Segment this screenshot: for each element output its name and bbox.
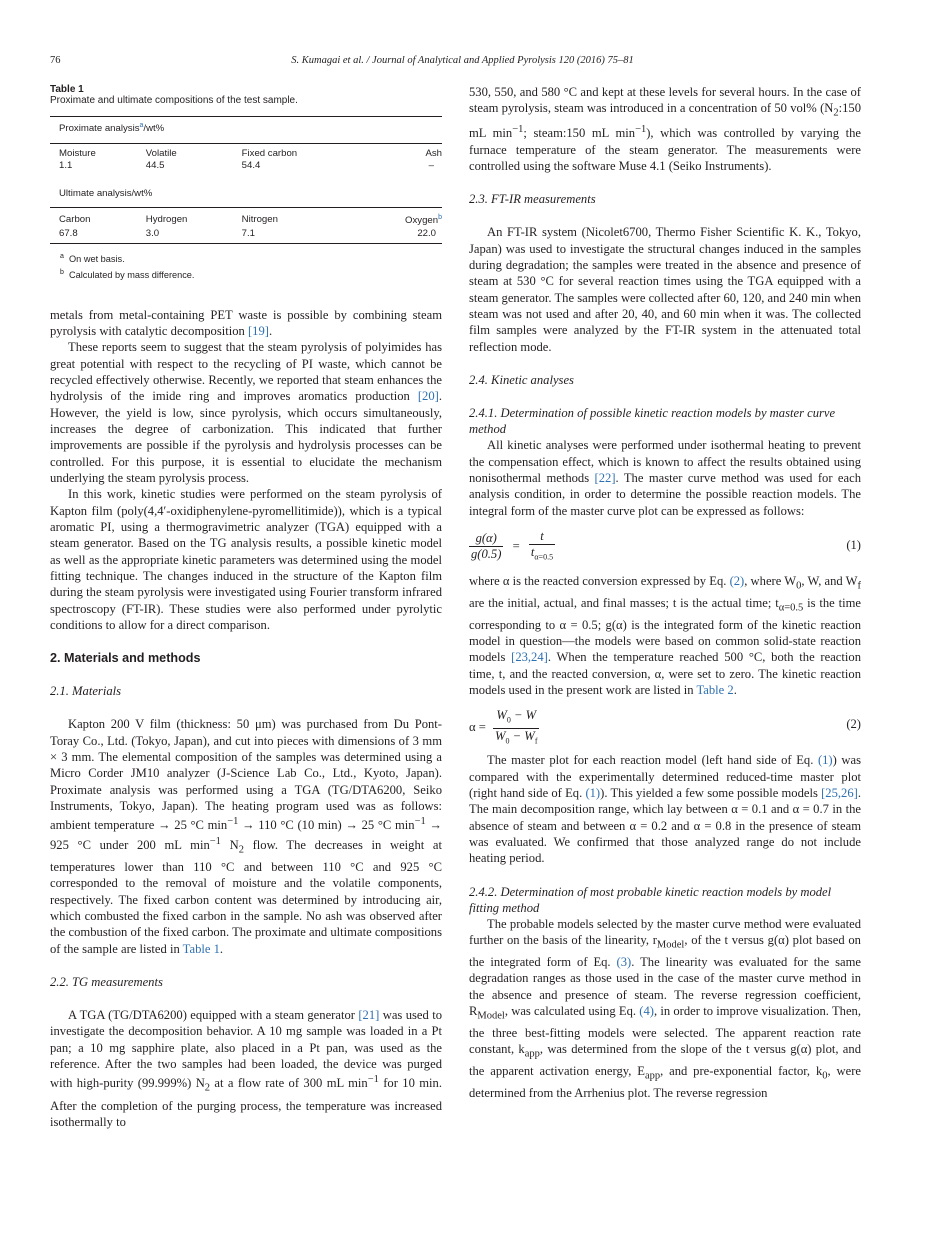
val-hydrogen: 3.0 [145,227,160,239]
paragraph: 530, 550, and 580 °C and kept at these levels for several hours. In the case of steam pyrolysis, steam was introduced in a concentration of 50 vol% ($N_2:150$ mL $\min^{-1}$; steam:150 mL $\min^{-1}$), which was controlled by varying the furnace temperature of the steam generator. The measurements were controlled using the software Muse 4.1 (Seiko Instruments). [469,85,862,174]
ultimate-title: Ultimate analysis/wt% [59,187,153,199]
left-column [50,84,442,1130]
citation-link[interactable]: [22] [594,470,616,485]
subsection-heading: 2.1. Materials [50,684,122,699]
equation-2: α = $\frac{W_0 - W}{W_0 - W_f}$ (2) [469,708,861,742]
footnote-b: $^b$ Calculated by mass difference. [60,269,195,281]
paragraph: metals from metal-containing PET waste is possible by combining steam pyrolysis with catalytic decomposition [19]. [50,307,442,338]
eq1-rhs: $\frac{t}{t_{\alpha=0.5}}$ [530,528,554,562]
paragraph: An FT-IR system (Nicolet6700, Thermo Fisher Scientific K. K., Tokyo, Japan) was used to investigate the structural changes induced in the samples during degradation; the samples were treated in the absence and presence of steam at 530 °C for several reaction times using the TGA equipped with a steam generator. The samples were collected after 60, 120, and 240 min when steam was not used and after 20, 40, and 60 min when it was. The collected film samples were analyzed by the FT-IR system in the attenuated total reflection mode. [469,225,861,354]
citation-link[interactable]: [19] [247,323,269,338]
equation-link[interactable]: (2) [729,573,745,588]
table-caption: Proximate and ultimate compositions of the test sample. [50,95,298,106]
val-fixed-carbon: 54.4 [241,160,261,172]
equation-number: (2) [846,717,861,732]
eq1-lhs: $\frac{g(\alpha)}{g(0.5)}$ [471,531,502,562]
running-header: S. Kumagai et al. / Journal of Analytical and Applied Pyrolysis 120 (2016) 75–81 [291,55,634,66]
val-ash: – [428,160,434,172]
paragraph: In this work, kinetic studies were performed on the steam pyrolysis of Kapton film (poly(4,4′-oxidiphenylene-pyromellitimide)), which is a typical aromatic PI, using a thermogravimetric analyzer (TGA) equipped with a steam generator. Based on the TG analysis results, a possible kinetic model as well as the appropriate kinetic parameters was determined using the model fitting technique. The changes induced in the structure of the Kapton film during the steam pyrolysis were investigated using Fourier transform infrared spectroscopy (FT-IR). These studies were also performed under pyrolytic conditions to allow for a direct comparison. [50,487,442,633]
th-volatile: Volatile [145,147,177,159]
equation-1: $\frac{g(\alpha)}{g(0.5)}$ = $\frac{t}{t_{\alpha=0.5}}$ (1) [469,529,861,563]
val-moisture: 1.1 [59,160,73,172]
equation-link[interactable]: (1) [585,786,601,801]
val-carbon: 67.8 [59,227,78,239]
paragraph: Kapton 200 V film (thickness: 50 μm) was purchased from Du Pont-Toray Co., Ltd. (Tokyo, Japan), and cut into pieces with dimensions of 3 mm × 3 mm. The elemental composition of the samples was determined using a Micro Corder JM10 analyzer (J-Science Lab Co., Ltd., Kyoto, Japan). Proximate analysis was performed using a TGA (TG/DTA6200, Seiko Instruments, Tokyo, Japan). The heating program used was as follows: ambient temperature → 25 °C $\min^{-1} \to 110$ °C (10 min) → 25 °C $\min^{-1} \to 925$ °C under 200 mL $\min^{-1} N_2$ flow. The decreases in weight at temperatures lower than 110 °C and between 110 °C and 925 °C corresponded to the removal of moisture and the volatile components, respectively. The fixed carbon content was determined by introducing air, which combusted the fixed carbon in the sample. No ash was observed after the combustion of the fixed carbon. The proximate and ultimate compositions of the sample are listed in Table 1. [50,717,443,956]
table-label: Table 1 [50,84,84,95]
page-number: 76 [50,55,61,66]
paragraph: where α is the reacted conversion expressed by Eq. (2), where $W_0$, W, and $W_f$ are the initial, actual, and final masses; t is the actual time; $t_{\alpha=0.5}$ is the time corresponding to α = 0.5; g(α) is the integrated form of the kinetic reaction model in question—the models were based on common solid-state reaction models [23,24]. When the temperature reached 500 °C, both the reaction time, t, and the reacted conversion, α, were set to zero. The kinetic reaction models used in the present work are listed in Table 2. [469,573,862,697]
composition-table [50,116,442,244]
footnote-a: $^a$ On wet basis. [60,253,125,265]
paragraph: The probable models selected by the master curve method were evaluated further on the basis of the linearity, $r_{Model}$, of the t versus g(α) plot based on the integrated form of Eq. (3). The linearity was evaluated for the same degradation ranges as those used in the case of the master curve method in the absence and presence of steam. The reverse regression coefficient, $R_{Model}$, was calculated using Eq. (4), in order to improve visualization. Then, the three best-fitting models were selected. The apparent reaction rate constant, $k_{app}$, was determined from the slope of the t versus g(α) plot, and the apparent activation energy, $E_{app}$, and pre-exponential factor, $k_0$, were determined from the Arrhenius plot. The reverse regression [469,916,862,1100]
subsubsection-heading: 2.4.1. Determination of possible kinetic reaction models by master curve method [469,406,836,437]
th-nitrogen: Nitrogen [241,213,278,225]
subsection-heading: 2.3. FT-IR measurements [469,192,596,207]
citation-link[interactable]: [21] [358,1008,380,1023]
section-heading: 2. Materials and methods [50,651,201,666]
proximate-title: Proximate analysis$^a$/wt% [59,122,165,135]
th-moisture: Moisture [59,147,96,159]
citation-link[interactable]: [20] [417,389,439,404]
eq2-fraction: $\frac{W_0 - W}{W_0 - W_f}$ [495,708,538,746]
equation-link[interactable]: (3) [616,954,632,969]
th-ash: Ash [425,147,442,159]
th-carbon: Carbon [59,213,91,225]
table-1 [50,84,442,283]
table-link[interactable]: Table 1 [182,941,220,956]
subsection-heading: 2.2. TG measurements [50,975,163,990]
citation-link[interactable]: [23,24] [511,650,548,665]
th-fixed-carbon: Fixed carbon [241,147,298,159]
val-oxygen: 22.0 [417,227,436,239]
equation-link[interactable]: (4) [639,1003,654,1018]
paragraph: A TGA (TG/DTA6200) equipped with a steam generator [21] was used to investigate the decomposition behavior. A 10 mg sample was loaded in a Pt pan; a 10 mg sapphire plate, also placed in a Pt pan, was used as the reference. After the two samples had been loaded, the device was purged with high-purity (99.999%) $N_2$ at a flow rate of 300 mL $\min^{-1}$ for 10 min. After the completion of the purging process, the temperature was increased isothermally to [50,1008,443,1129]
equation-link[interactable]: (1) [817,753,833,768]
paragraph: These reports seem to suggest that the steam pyrolysis of polyimides has great potential with respect to the recycling of PI waste, which cannot be recycled effectively otherwise. Recently, we reported that steam enhances the hydrolysis of the imide ring and improves aromatics production [20]. However, the yield is low, since pyrolysis, which occurs simultaneously, increases the degree of carbonization. This indicated that further improvements are possible if the pyrolysis and hydrolysis processes can be controlled. For this purpose, it is essential to elucidate the mechanism underlying the steam pyrolysis process. [50,340,442,485]
equation-number: (1) [846,537,861,552]
table-link[interactable]: Table 2 [696,682,734,697]
subsection-heading: 2.4. Kinetic analyses [469,373,574,388]
th-hydrogen: Hydrogen [145,213,188,225]
right-column [469,84,861,1101]
subsubsection-heading: 2.4.2. Determination of most probable kinetic reaction models by model fitting method [469,884,832,915]
val-nitrogen: 7.1 [241,227,256,239]
val-volatile: 44.5 [145,160,165,172]
paragraph: All kinetic analyses were performed under isothermal heating to prevent the compensation effect, which is known to affect the results obtained using nonisothermal methods [22]. The master curve method was used for each analysis condition, in order to determine the possible reaction models. The integral form of the master curve plot can be expressed as follows: [469,438,862,518]
paragraph: The master plot for each reaction model (left hand side of Eq. (1)) was compared with the experimentally determined reduced-time master plot (right hand side of Eq. (1)). This yielded a few some possible models [25,26]. The main decomposition range, which lay between α = 0.1 and α = 0.7 in the absence of steam and between α = 0.2 and α = 0.8 in the presence of steam was evaluated. We confirmed that those analyzed range do not include heating period. [469,753,861,866]
th-oxygen: Oxygen$^b$ [405,214,442,227]
citation-link[interactable]: [25,26] [821,786,858,801]
